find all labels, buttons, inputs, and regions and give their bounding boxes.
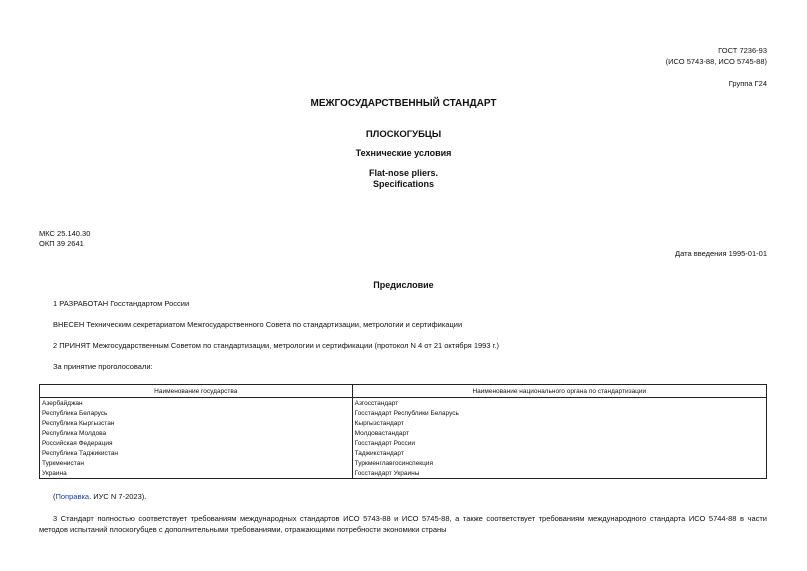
table-row (40, 398, 767, 409)
group-code: Группа Г24 (728, 79, 767, 88)
iso-reference: (ИСО 5743-88, ИСО 5745-88) (665, 57, 767, 66)
preface-heading: Предисловие (373, 280, 434, 290)
document-subtitle: Технические условия (355, 148, 452, 158)
gost-number: ГОСТ 7236-93 (718, 46, 767, 55)
column-header-state: Наименование государства (40, 385, 353, 398)
state-cell: Республика Молдова (40, 428, 353, 438)
effective-date: Дата введения 1995-01-01 (675, 249, 767, 258)
column-header-body: Наименование национального органа по стандартизации (352, 385, 766, 398)
state-cell: Азербайджан (40, 398, 353, 409)
body-cell: Азгосстандарт (352, 398, 766, 409)
body-cell: Туркменглавгосинспекция (352, 458, 766, 468)
table-row (40, 448, 767, 458)
body-cell: Госстандарт Украины (352, 468, 766, 479)
okp-code: ОКП 39 2641 (39, 239, 84, 248)
table-row (40, 418, 767, 428)
body-cell: Кыргызстандарт (352, 418, 766, 428)
english-subtitle: Specifications (372, 179, 435, 189)
mks-code: МКС 25.140.30 (39, 229, 91, 238)
state-cell: Украина (40, 468, 353, 479)
table-header-row (40, 385, 767, 398)
body-cell: Молдовастандарт (352, 428, 766, 438)
amendment-text: . ИУС N 7-2023). (89, 492, 147, 501)
body-cell: Госстандарт Республики Беларусь (352, 408, 766, 418)
body-cell: Таджикстандарт (352, 448, 766, 458)
amendment-note (53, 492, 146, 502)
preface-submitted: ВНЕСЕН Техническим секретариатом Межгосударственного Совета по стандартизации, метрологии и сертификации (53, 320, 463, 329)
preface-compliance: 3 Стандарт полностью соответствует требованиям международных стандартов ИСО 5743-88 и ИСО 5745-88, а также соответствует требованиям международного стандарта ИСО 5744-88 в части методов испытаний плоскогубцев с дополнительными требованиями, отражающими потребности экономики страны (39, 513, 767, 534)
table-row (40, 468, 767, 479)
body-cell: Госстандарт России (352, 438, 766, 448)
document-title: ПЛОСКОГУБЦЫ (365, 129, 442, 140)
table-row (40, 458, 767, 468)
table-row (40, 408, 767, 418)
amendment-link[interactable]: Поправка (55, 492, 90, 501)
state-cell: Российская Федерация (40, 438, 353, 448)
preface-voted: За принятие проголосовали: (53, 362, 153, 371)
voting-states-table (39, 384, 767, 479)
state-cell: Туркменистан (40, 458, 353, 468)
state-cell: Республика Таджикистан (40, 448, 353, 458)
table-row (40, 438, 767, 448)
amendment-open: ( (53, 492, 56, 501)
state-cell: Республика Беларусь (40, 408, 353, 418)
english-title: Flat-nose pliers. (368, 168, 439, 178)
state-cell: Республика Кыргызстан (40, 418, 353, 428)
table-row (40, 428, 767, 438)
preface-adopted: 2 ПРИНЯТ Межгосударственным Советом по стандартизации, метрологии и сертификации (протокол N 4 от 21 октября 1993 г.) (53, 341, 499, 350)
standard-type-title: МЕЖГОСУДАРСТВЕННЫЙ СТАНДАРТ (310, 98, 497, 109)
preface-developed: 1 РАЗРАБОТАН Госстандартом России (53, 299, 190, 308)
